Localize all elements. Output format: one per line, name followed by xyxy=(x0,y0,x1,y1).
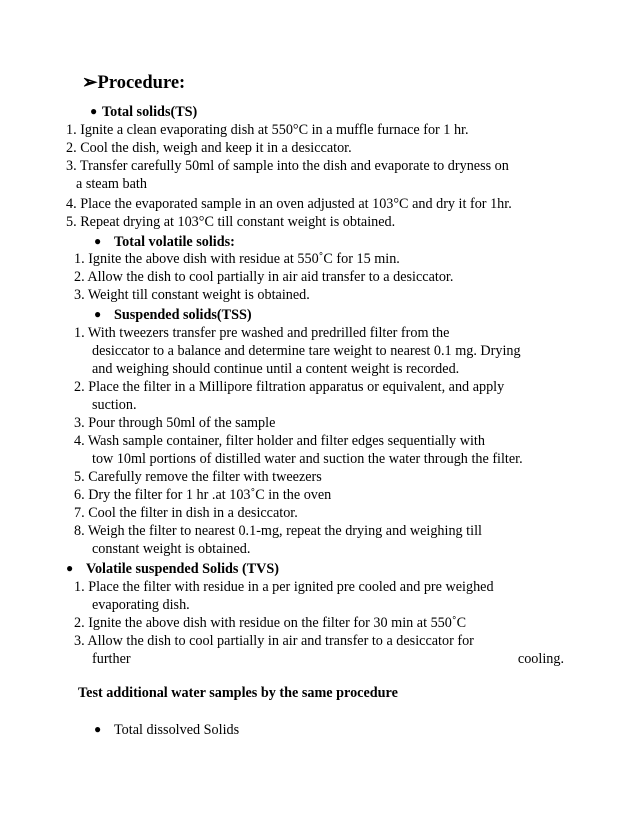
additional-tests-heading: Test additional water samples by the same procedure xyxy=(78,685,398,701)
bullet-icon: ● xyxy=(66,561,74,575)
vss-step-1-cont: evaporating dish. xyxy=(92,597,190,613)
bullet-icon: ● xyxy=(94,722,102,736)
ts-title: Total solids(TS) xyxy=(102,104,198,120)
tss-step-4: 4. Wash sample container, filter holder and filter edges sequentially with xyxy=(74,433,485,449)
procedure-heading xyxy=(82,74,185,92)
tss-step-1-cont-a: desiccator to a balance and determine tare weight to nearest 0.1 mg. Drying xyxy=(92,343,521,359)
ts-step-4: 4. Place the evaporated sample in an oven adjusted at 103°C and dry it for 1hr. xyxy=(66,196,512,212)
tvs-title: Total volatile solids: xyxy=(114,234,235,250)
ts-step-2: 2. Cool the dish, weigh and keep it in a desiccator. xyxy=(66,140,352,156)
ts-heading xyxy=(90,102,197,121)
bullet-icon: ● xyxy=(94,307,102,321)
tss-step-7: 7. Cool the filter in dish in a desiccator. xyxy=(74,505,298,521)
tss-title: Suspended solids(TSS) xyxy=(114,307,252,323)
ts-step-3: 3. Transfer carefully 50ml of sample into the dish and evaporate to dryness on xyxy=(66,158,509,174)
tss-step-5: 5. Carefully remove the filter with tweezers xyxy=(74,469,322,485)
tss-step-2: 2. Place the filter in a Millipore filtration apparatus or equivalent, and apply xyxy=(74,379,505,395)
tss-step-2-cont: suction. xyxy=(92,397,137,413)
tss-step-6: 6. Dry the filter for 1 hr .at 103˚C in the oven xyxy=(74,487,332,503)
bullet-icon: ● xyxy=(90,104,98,118)
bullet-icon: ● xyxy=(94,234,102,248)
vss-heading xyxy=(66,559,279,578)
ts-step-1: 1. Ignite a clean evaporating dish at 550°C in a muffle furnace for 1 hr. xyxy=(66,122,469,138)
tds-label: Total dissolved Solids xyxy=(114,722,240,738)
tss-step-4-cont: tow 10ml portions of distilled water and suction the water through the filter. xyxy=(92,451,523,467)
tss-step-1-cont-b: and weighing should continue until a content weight is recorded. xyxy=(92,361,460,377)
tss-step-3: 3. Pour through 50ml of the sample xyxy=(74,415,276,431)
vss-step-3: 3. Allow the dish to cool partially in air and transfer to a desiccator for xyxy=(74,633,474,649)
tss-step-8-cont: constant weight is obtained. xyxy=(92,541,251,557)
ts-step-3-cont: a steam bath xyxy=(76,176,147,192)
tss-step-8: 8. Weigh the filter to nearest 0.1-mg, repeat the drying and weighing till xyxy=(74,523,482,539)
procedure-title: Procedure: xyxy=(97,73,186,93)
vss-step-3-cont xyxy=(92,650,564,668)
tvs-step-1: 1. Ignite the above dish with residue at 550˚C for 15 min. xyxy=(74,251,400,267)
vss-step-2: 2. Ignite the above dish with residue on the filter for 30 min at 550˚C xyxy=(74,615,467,631)
tss-heading xyxy=(94,305,252,324)
tvs-step-3: 3. Weight till constant weight is obtained. xyxy=(74,287,310,303)
tds-item xyxy=(94,720,239,739)
vss-last-left: further xyxy=(92,651,131,667)
arrow-bullet-icon: ➢ xyxy=(82,73,98,93)
tvs-heading xyxy=(94,232,235,251)
vss-step-1: 1. Place the filter with residue in a per ignited pre cooled and pre weighed xyxy=(74,579,494,595)
vss-last-right: cooling. xyxy=(517,651,564,667)
tvs-step-2: 2. Allow the dish to cool partially in air aid transfer to a desiccator. xyxy=(74,269,454,285)
ts-step-5: 5. Repeat drying at 103°C till constant weight is obtained. xyxy=(66,214,396,230)
tss-step-1: 1. With tweezers transfer pre washed and predrilled filter from the xyxy=(74,325,450,341)
vss-title: Volatile suspended Solids (TVS) xyxy=(86,561,280,577)
